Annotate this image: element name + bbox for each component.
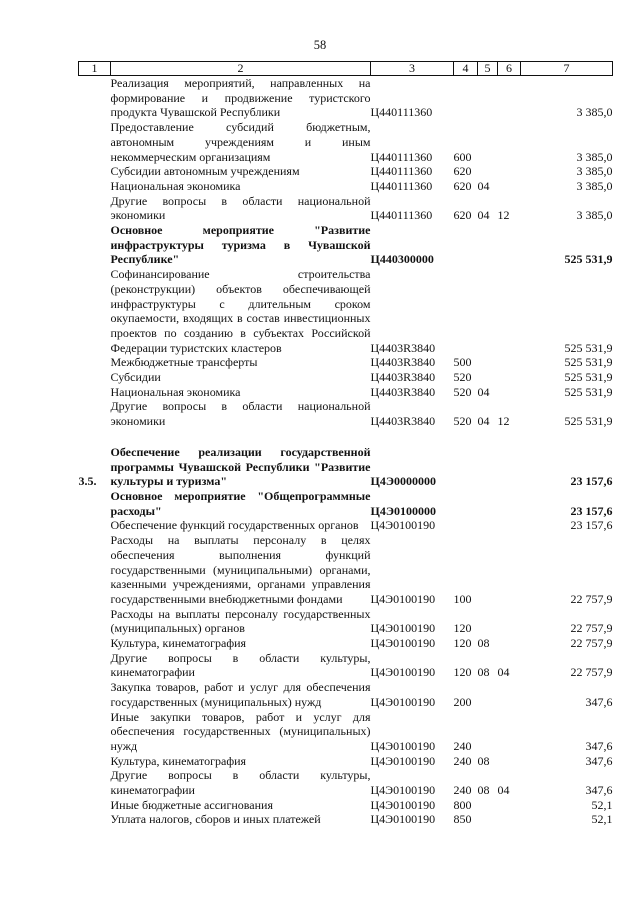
subsection-code [498,636,521,651]
row-number [79,120,111,164]
column-number-header [79,62,613,76]
amount: 23 157,6 [570,503,613,518]
section-code: 04 [477,414,490,429]
column-header: 7 [521,62,613,76]
amount: 3 385,0 [576,164,613,179]
column-header: 2 [111,62,371,76]
table-row [79,385,613,400]
row-number [79,768,111,797]
row-number [79,710,111,754]
expense-type: 100 [453,591,472,606]
table-row [79,355,613,370]
row-number [79,489,111,518]
target-code: Ц4403R3840 [370,384,436,399]
expense-type [454,445,478,489]
column-header: 6 [498,62,521,76]
table-row [79,179,613,194]
row-name: Основное мероприятие "Общепрограммные расходы" [110,488,371,518]
table-row [79,399,613,428]
subsection-code [498,267,521,355]
subsection-code: 04 [497,783,510,798]
expense-type: 120 [453,665,472,680]
section-code [478,164,498,179]
column-header: 4 [454,62,478,76]
row-name: Уплата налогов, сборов и иных платежей [110,812,321,827]
row-number [79,267,111,355]
table-row [79,164,613,179]
amount: 3 385,0 [576,105,613,120]
section-code [478,710,498,754]
expense-type: 120 [453,621,472,636]
expense-type: 620 [453,178,472,193]
row-name: Расходы на выплаты персоналу государственных (муниципальных) органов [110,606,371,636]
row-name: Культура, кинематография [110,753,247,768]
amount: 347,6 [585,694,613,709]
expense-type: 200 [453,694,472,709]
table-row [79,194,613,223]
target-code: Ц440300000 [370,252,434,267]
amount: 52,1 [591,797,613,812]
expense-type: 850 [453,812,472,827]
target-code: Ц4Э0100190 [370,783,436,798]
expense-type: 600 [453,149,472,164]
section-code [478,533,498,607]
row-number [79,76,111,121]
target-code: Ц440111360 [370,208,433,223]
section-code: 04 [477,178,490,193]
subsection-code [498,223,521,267]
row-number: 3.5. [78,474,97,489]
row-number [79,607,111,636]
section-code [478,518,498,533]
subsection-code [498,385,521,400]
amount: 3 385,0 [576,208,613,223]
table-row [79,518,613,533]
table-row [79,651,613,680]
target-code: Ц4403R3840 [370,370,436,385]
target-code: Ц4Э0100190 [370,753,436,768]
row-number [79,179,111,194]
target-code: Ц4Э0100190 [370,621,436,636]
amount: 525 531,9 [564,340,613,355]
row-name: Обеспечение функций государственных органов [110,518,359,533]
amount: 23 157,6 [570,518,613,533]
expense-type: 240 [453,738,472,753]
target-code: Ц440111360 [370,164,433,179]
amount: 22 757,9 [570,621,613,636]
subsection-code [498,680,521,709]
expense-type: 620 [453,208,472,223]
amount: 22 757,9 [570,591,613,606]
table-row [79,768,613,797]
subsection-code [498,533,521,607]
row-number [79,385,111,400]
amount: 347,6 [585,753,613,768]
section-code [478,76,498,121]
table-body [79,76,613,828]
target-code: Ц440111360 [370,105,433,120]
row-name: Межбюджетные трансферты [110,355,258,370]
row-number [79,754,111,769]
table-row [79,445,613,489]
expense-type: 240 [453,783,472,798]
amount: 525 531,9 [564,414,613,429]
section-code: 08 [477,783,490,798]
section-code [478,607,498,636]
table-row [79,120,613,164]
target-code: Ц440111360 [370,149,433,164]
amount: 52,1 [591,812,613,827]
target-code: Ц4403R3840 [370,340,436,355]
row-name: Национальная экономика [110,384,241,399]
section-code [478,680,498,709]
row-name: Другие вопросы в области национальной экономики [110,193,371,223]
target-code: Ц4403R3840 [370,355,436,370]
table-row [79,76,613,121]
target-code: Ц4403R3840 [370,414,436,429]
row-name: Иные закупки товаров, работ и услуг для обеспечения государственных (муниципальных) нужд [110,709,371,753]
row-number [79,355,111,370]
section-code [478,798,498,813]
row-number [79,636,111,651]
target-code: Ц4Э0000000 [370,474,436,489]
subsection-code [498,445,521,489]
row-name: Софинансирование строительства (реконструкции) объектов обеспечивающей инфраструктуры с длительным сроком окупаемости, входящих в состав инвестиционных проектов по созданию в субъектах Российской Федерации туристских кластеров [110,267,371,355]
section-code [478,267,498,355]
row-number [79,798,111,813]
section-code: 08 [477,665,490,680]
subsection-code [498,607,521,636]
row-number [79,370,111,385]
table-row [79,607,613,636]
target-code: Ц4Э0100190 [370,812,436,827]
amount: 347,6 [585,783,613,798]
expense-type: 520 [453,370,472,385]
row-name: Другие вопросы в области культуры, кинематографии [110,650,371,680]
target-code: Ц4Э0100190 [370,694,436,709]
spacer-row [79,429,613,445]
column-header: 1 [79,62,111,76]
budget-table [78,61,613,827]
amount: 525 531,9 [564,384,613,399]
target-code: Ц4Э0100190 [370,665,436,680]
expense-type: 520 [453,384,472,399]
target-code: Ц4Э0100190 [370,797,436,812]
table-row [79,710,613,754]
row-name: Другие вопросы в области национальной экономики [110,399,371,429]
subsection-code [498,812,521,827]
row-name: Национальная экономика [110,178,241,193]
table-row [79,370,613,385]
row-name: Культура, кинематография [110,636,247,651]
amount: 525 531,9 [564,355,613,370]
section-code: 04 [477,208,490,223]
subsection-code [498,489,521,518]
table-row [79,636,613,651]
row-name: Другие вопросы в области культуры, кинематографии [110,768,371,798]
target-code: Ц440111360 [370,178,433,193]
expense-type: 500 [453,355,472,370]
expense-type: 620 [453,164,472,179]
row-name: Основное мероприятие "Развитие инфраструктуры туризма в Чувашской Республике" [110,223,371,267]
expense-type: 240 [453,753,472,768]
section-code [478,355,498,370]
row-number [79,518,111,533]
amount: 22 757,9 [570,636,613,651]
row-number [79,223,111,267]
subsection-code: 12 [497,208,510,223]
column-header: 5 [478,62,498,76]
subsection-code [498,798,521,813]
section-code [478,370,498,385]
row-number [79,533,111,607]
amount: 525 531,9 [564,370,613,385]
table-row [79,533,613,607]
amount: 22 757,9 [570,665,613,680]
row-name: Иные бюджетные ассигнования [110,797,273,812]
subsection-code: 04 [497,665,510,680]
section-code: 04 [477,384,490,399]
row-name: Субсидии [110,370,161,385]
row-number [79,680,111,709]
row-number [79,194,111,223]
section-code [478,812,498,827]
spacer-cell [79,429,613,445]
target-code: Ц4Э0100190 [370,518,436,533]
amount: 3 385,0 [576,149,613,164]
row-name: Субсидии автономным учреждениям [110,164,300,179]
row-number [79,651,111,680]
row-name: Реализация мероприятий, направленных на формирование и продвижение туристского продукта Чувашской Республики [110,76,371,120]
target-code: Ц4Э0100190 [370,738,436,753]
table-row [79,223,613,267]
amount: 23 157,6 [570,474,613,489]
target-code: Ц4Э0100190 [370,591,436,606]
subsection-code [498,370,521,385]
section-code [478,445,498,489]
target-code: Ц4Э0100190 [370,636,436,651]
subsection-code [498,120,521,164]
expense-type [454,518,478,533]
amount: 347,6 [585,738,613,753]
amount: 525 531,9 [564,252,613,267]
amount: 3 385,0 [576,178,613,193]
subsection-code [498,76,521,121]
table-row [79,267,613,355]
page-number: 58 [313,38,327,52]
expense-type [454,76,478,121]
section-code: 08 [477,753,490,768]
column-header: 3 [371,62,454,76]
subsection-code [498,355,521,370]
row-number [79,164,111,179]
subsection-code [498,754,521,769]
section-code [478,489,498,518]
expense-type [454,489,478,518]
expense-type [454,223,478,267]
table-row [79,754,613,769]
row-name: Расходы на выплаты персоналу в целях обеспечения выполнения функций государственными (муниципальными) органами, казенными учреждениями, органами управления государственными внебюджетными фондами [110,533,371,606]
target-code: Ц4Э0100000 [370,503,436,518]
expense-type [454,267,478,355]
subsection-code [498,518,521,533]
table-row [79,680,613,709]
expense-type: 800 [453,797,472,812]
table-row [79,798,613,813]
expense-type: 520 [453,414,472,429]
table-row [79,812,613,827]
row-number [79,812,111,827]
section-code: 08 [477,636,490,651]
row-name: Обеспечение реализации государственной программы Чувашской Республики "Развитие культуры и туризма" [110,444,371,489]
row-number [79,399,111,428]
row-name: Закупка товаров, работ и услуг для обеспечения государственных (муниципальных) нужд [110,680,371,709]
subsection-code [498,710,521,754]
section-code [478,120,498,164]
subsection-code [498,164,521,179]
subsection-code: 12 [497,414,510,429]
table-row [79,489,613,518]
expense-type: 120 [453,636,472,651]
subsection-code [498,179,521,194]
section-code [478,223,498,267]
row-name: Предоставление субсидий бюджетным, автономным учреждениям и иным некоммерческим организациям [110,120,371,164]
